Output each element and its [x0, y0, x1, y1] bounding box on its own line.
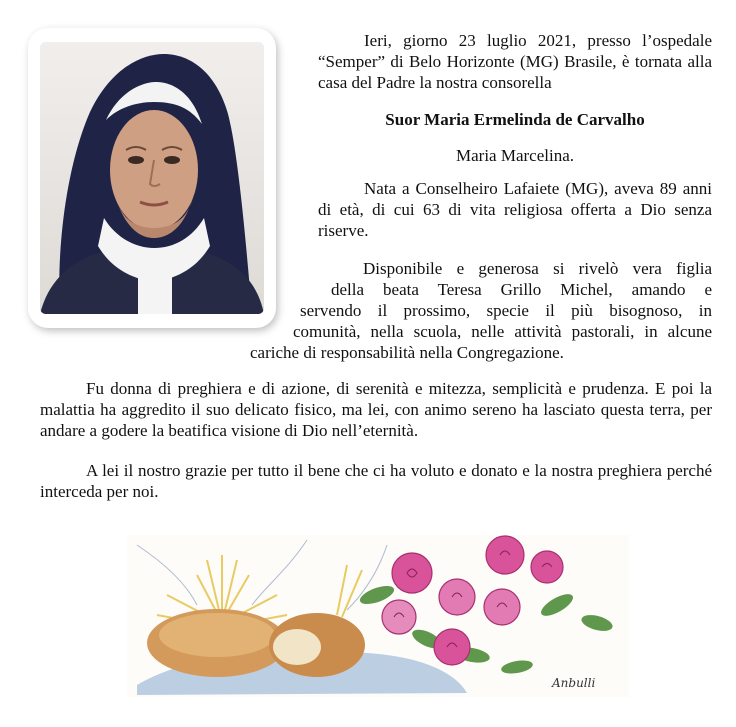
portrait-photo — [40, 42, 264, 314]
character-line: cariche di responsabilità nella Congregazione. — [250, 343, 564, 362]
character-line: comunità, nella scuola, nelle attività pastorali, in alcune — [293, 322, 712, 341]
character-paragraph — [250, 258, 712, 363]
birth-paragraph: Nata a Conselheiro Lafaiete (MG), aveva 89 anni di età, di cui 63 di vita religiosa offerta a Dio senza riserve. — [318, 179, 712, 240]
bread-and-roses-illustration — [127, 535, 629, 697]
character-line: della beata Teresa Grillo Michel, amando e — [331, 280, 712, 299]
character-line: Disponibile e generosa si rivelò vera figlia — [363, 259, 712, 278]
intro-paragraph: Ieri, giorno 23 luglio 2021, presso l’ospedale “Semper” di Belo Horizonte (MG) Brasile, è tornata alla casa del Padre la nostra consorella — [318, 31, 712, 92]
portrait-frame — [28, 28, 276, 328]
thanks-paragraph: A lei il nostro grazie per tutto il bene che ci ha voluto e donato e la nostra preghiera perché interceda per noi. — [40, 461, 712, 501]
life-paragraph: Fu donna di preghiera e di azione, di serenità e mitezza, semplicità e prudenza. E poi la malattia ha aggredito il suo delicato fisico, ma lei, con animo sereno ha lasciato questa terra, per andare a godere la beatifica visione di Dio nell’eternità. — [40, 379, 712, 440]
religious-name: Maria Marcelina. — [456, 146, 574, 165]
artist-signature: Anbulli — [552, 676, 596, 690]
character-line: servendo il prossimo, specie il più bisognoso, in — [300, 301, 712, 320]
deceased-name: Suor Maria Ermelinda de Carvalho — [385, 110, 645, 129]
